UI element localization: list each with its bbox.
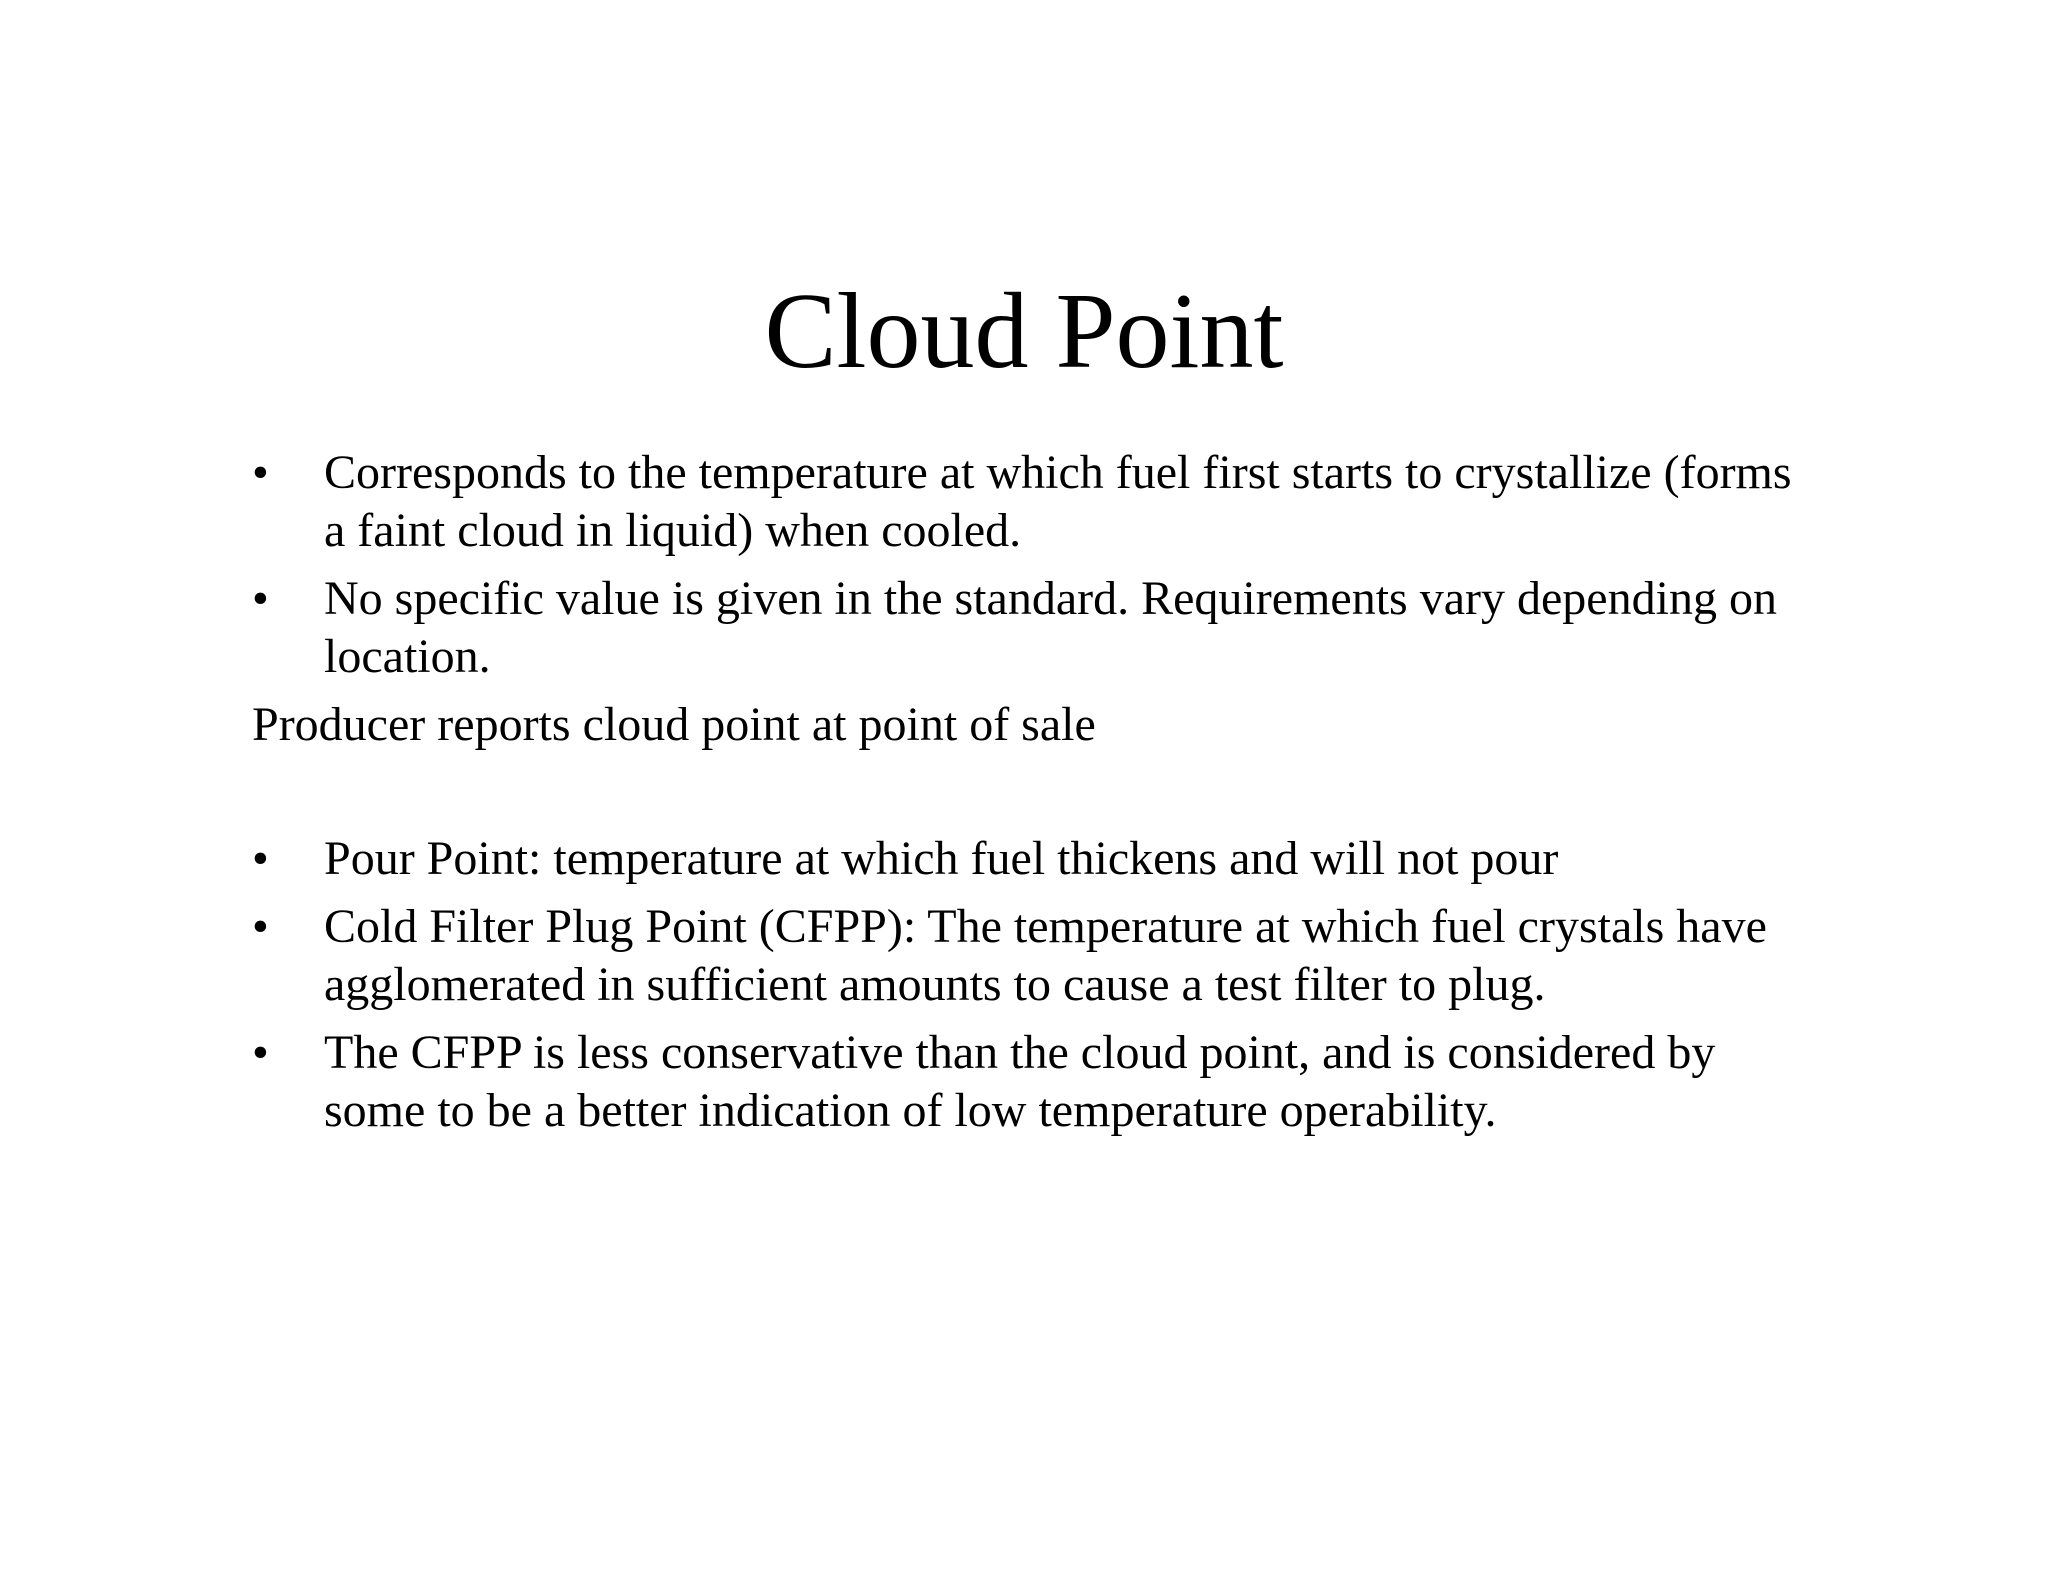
bullet-item-no-specific-value xyxy=(252,570,1812,686)
bullet-text: Corresponds to the temperature at which fuel first starts to crystallize (forms a faint cloud in liquid) when cooled. xyxy=(324,446,1792,557)
bullet-icon: • xyxy=(252,832,269,885)
slide-title: Cloud Point xyxy=(764,272,1284,391)
bullet-icon: • xyxy=(252,1026,269,1079)
bullet-text: Cold Filter Plug Point (CFPP): The temperature at which fuel crystals have agglomerated in sufficient amounts to cause a test filter to plug. xyxy=(324,900,1767,1011)
bullet-icon: • xyxy=(252,446,269,499)
bullet-text: Pour Point: temperature at which fuel thickens and will not pour xyxy=(324,832,1559,885)
bullet-icon: • xyxy=(252,900,269,953)
bullet-text: The CFPP is less conservative than the cloud point, and is considered by some to be a better indication of low temperature operability. xyxy=(324,1026,1716,1137)
bullet-item-pour-point xyxy=(252,830,1812,888)
bullet-item-cfpp-definition xyxy=(252,898,1812,1014)
bullet-item-crystallize xyxy=(252,444,1812,560)
bullet-icon: • xyxy=(252,572,269,625)
producer-note: Producer reports cloud point at point of sale xyxy=(252,698,1096,751)
bullet-item-cfpp-conservative xyxy=(252,1024,1812,1140)
bullet-text: No specific value is given in the standard. Requirements vary depending on location. xyxy=(324,572,1777,683)
